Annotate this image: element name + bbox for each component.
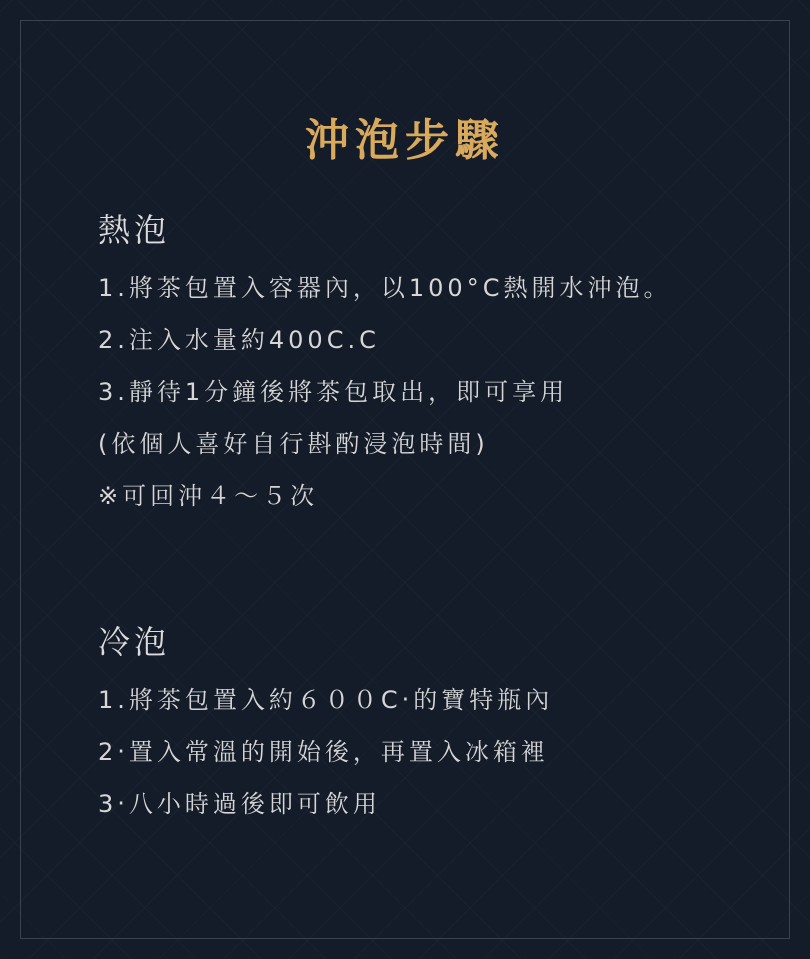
hot-step-2: 2.注入水量約400C.C (98, 326, 380, 354)
hot-rebrew-note: ※可回沖４～５次 (98, 482, 319, 510)
hot-step-1: 1.將茶包置入容器內，以100°C熱開水沖泡。 (98, 274, 672, 302)
hot-brew-section (98, 210, 671, 522)
cold-brew-section (98, 622, 553, 830)
cold-brew-heading: 冷泡 (98, 623, 171, 661)
hot-step-3: 3.靜待1分鐘後將茶包取出，即可享用 (98, 378, 569, 406)
cold-step-2: 2‧置入常溫的開始後，再置入冰箱裡 (98, 738, 549, 766)
page-title: 沖泡步驟 (305, 115, 505, 166)
hot-steep-note: (依個人喜好自行斟酌浸泡時間) (98, 430, 489, 458)
cold-step-1: 1.將茶包置入約６００C‧的寶特瓶內 (98, 686, 554, 714)
cold-step-3: 3‧八小時過後即可飲用 (98, 790, 381, 818)
hot-brew-heading: 熱泡 (98, 211, 171, 249)
